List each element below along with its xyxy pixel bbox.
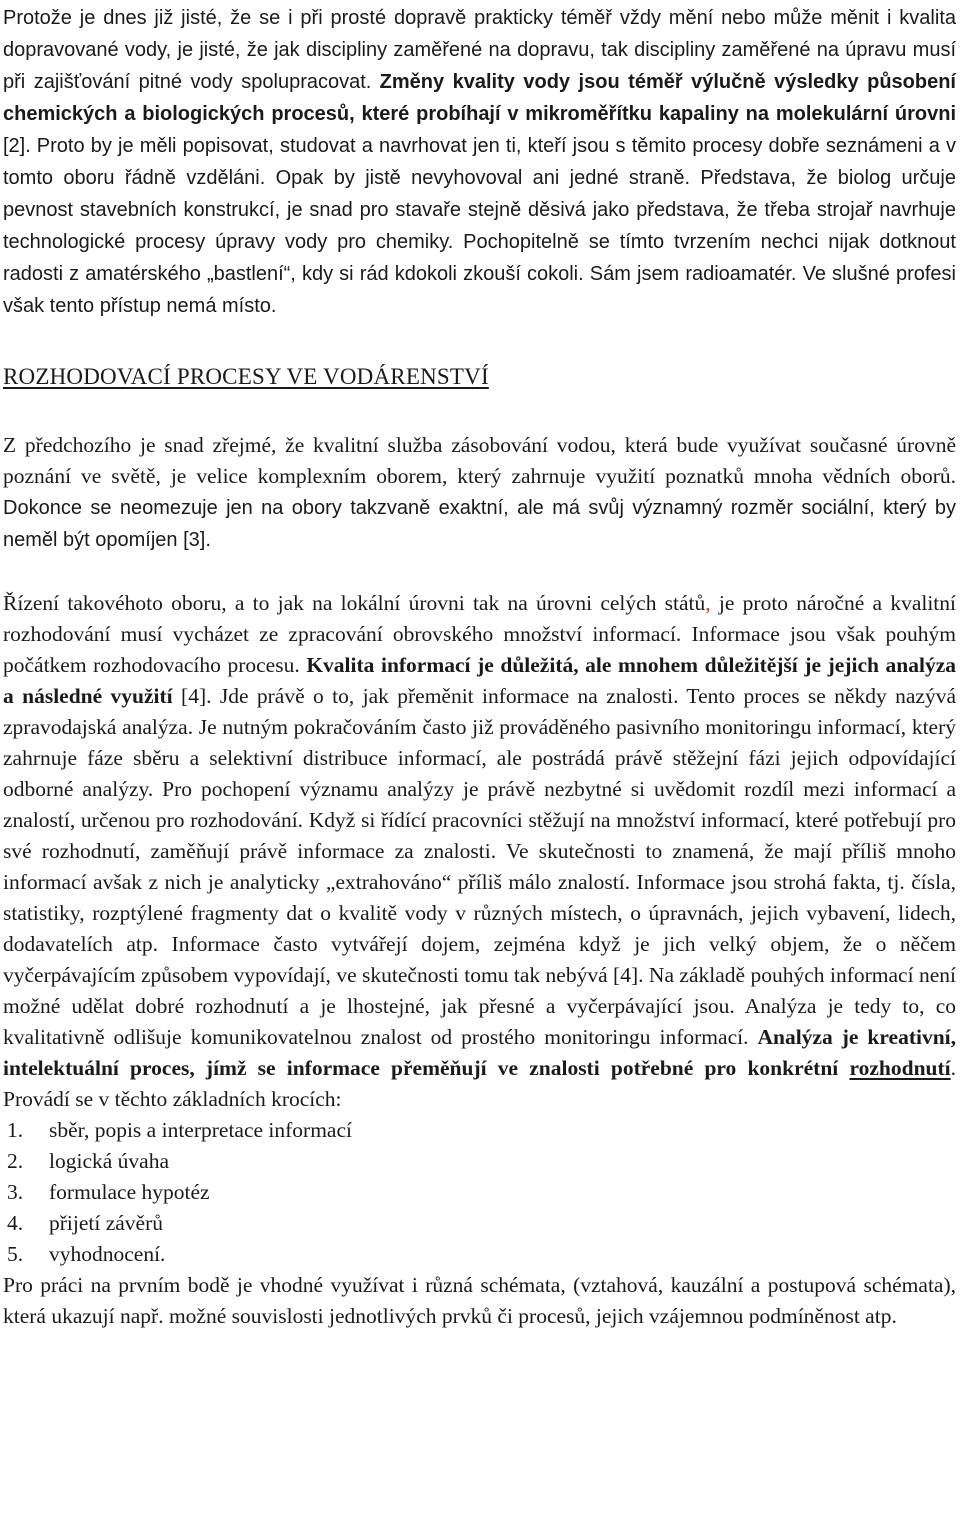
intro-sentence-1: Protože je dnes již jisté, že se i při prosté dopravě prakticky téměř vždy mění nebo může měnit i kvalita dopravované vody, je jisté, že jak discipliny zaměřené na dopravu, tak discipliny zaměřené na úpravu musí při zajišťování pitné vody spolupracovat. [3,7,956,93]
list-item-text: přijetí závěrů [49,1211,164,1235]
intro-bold-statement: Změny kvality vody jsou téměř výlučně výsledky působení chemických a biologických procesů, které probíhají v mikroměřítku kapaliny na molekulární úrovni [3,71,956,125]
paragraph-complexity-sentence-1: Z předchozího je snad zřejmé, že kvalitní služba zásobování vodou, která bude využívat současné úrovně poznání ve světě, je velice komplexním oborem, který zahrnuje využití poznatků mnoha vědních oborů. [3,433,956,488]
paragraph-analysis-steps-intro: . Provádí se v těchto základních krocích: [3,1056,956,1111]
list-item-number: 3. [7,1180,24,1204]
analysis-steps-list [3,1115,956,1270]
list-item-text: vyhodnocení. [49,1242,166,1266]
bold-underlined-decision: rozhodnutí [849,1056,951,1080]
list-item-number: 5. [7,1242,24,1266]
paragraph-analysis-sentence-2: je proto náročné a kvalitní rozhodování musí vycházet ze zpracování obrovského množství informací. Informace jsou však pouhým počátkem rozhodovacího procesu. [3,591,957,677]
list-item [3,1208,956,1239]
red-comma: , [705,591,711,615]
paragraph-analysis-sentence-1: Řízení takovéhoto oboru, a to jak na lokální úrovni tak na úrovni celých států [3,591,706,615]
list-item-text: formulace hypotéz [49,1180,210,1204]
list-item-number: 2. [7,1149,24,1173]
list-item [3,1115,956,1146]
closing-paragraph: Pro práci na prvním bodě je vhodné využívat i různá schémata, (vztahová, kauzální a postupová schémata), která ukazují např. možné souvislosti jednotlivých prvků či procesů, jejich vzájemnou podmíněnost atp. [3,1273,956,1328]
intro-sentence-3: Proto by je měli popisovat, studovat a navrhovat jen ti, kteří jsou s těmito procesy dobře seznámeni a v tomto oboru řádně vzděláni. Opak by jistě nevyhovoval ani jedné straně. Představa, že biolog určuje pevnost stavebních konstrukcí, je snad pro stavaře stejně děsivá jako představa, že třeba strojař navrhuje technologické procesy úpravy vody pro chemiky. Pochopitelně se tímto tvrzením nechci nijak dotknout radosti z amatérského „bastlení“, kdy si rád kdokoli zkouší cokoli. Sám jsem radioamatér. Ve slušné profesi však tento přístup nemá místo. [3,135,957,317]
intro-paragraph [3,2,956,322]
document-page [0,2,960,1524]
paragraph-complexity [3,430,956,556]
list-item-text: sběr, popis a interpretace informací [49,1118,352,1142]
list-item [3,1177,956,1208]
paragraph-analysis-body: Jde právě o to, jak přeměnit informace na znalosti. Tento proces se někdy nazývá zpravodajská analýza. Je nutným pokračováním často již prováděného pasivního monitoringu informací, který zahrnuje fáze sběru a selektivní distribuce informací, ale postrádá právě stěžejní fázi jejich odpovídající odborné analýzy. Pro pochopení významu analýzy je právě nezbytné si uvědomit rozdíl mezi informací a znalostí, určenou pro rozhodování. Když si řídící pracovníci stěžují na množství informací, které potřebují pro své rozhodnutí, zaměňují právě informace za znalosti. Ve skutečnosti to znamená, že mají příliš mnoho informací avšak z nich je analyticky „extrahováno“ příliš málo znalostí. Informace jsou strohá fakta, tj. čísla, statistiky, rozptýlené fragmenty dat o kvalitě vody v různých místech, o úpravnách, jejich vybavení, lidech, dodavatelích atp. Informace často vytvářejí dojem, zejména když je jich velký objem, že o něčem vyčerpávajícím způsobem vypovídají, ve skutečnosti tomu tak nebývá [4]. Na základě pouhých informací není možné udělat dobré rozhodnutí a je lhostejné, jak přesné a vyčerpávající jsou. Analýza je tedy to, co kvalitativně odlišuje komunikovatelnou znalost od prostého monitoringu informací. [3,684,957,1049]
bold-statement-analysis-definition: Analýza je kreativní, intelektuální proces, jímž se informace přeměňují ve znalosti potřebné pro konkrétní [3,1025,957,1080]
list-item [3,1239,956,1270]
paragraph-analysis-reference: [4]. [181,684,212,708]
list-item-text: logická úvaha [49,1149,169,1173]
bold-statement-information-quality: Kvalita informací je důležitá, ale mnohem důležitější je jejich analýza a následné využití [3,653,957,708]
paragraph-analysis [3,588,956,1115]
intro-reference: [2]. [3,135,31,157]
list-item-number: 4. [7,1211,24,1235]
section-heading: ROZHODOVACÍ PROCESY VE VODÁRENSTVÍ [3,364,489,389]
paragraph-complexity-sentence-2: Dokonce se neomezuje jen na obory takzvaně exaktní, ale má svůj významný rozměr sociální, který by neměl být opomíjen [3]. [3,497,956,551]
list-item-number: 1. [7,1118,24,1142]
list-item [3,1146,956,1177]
